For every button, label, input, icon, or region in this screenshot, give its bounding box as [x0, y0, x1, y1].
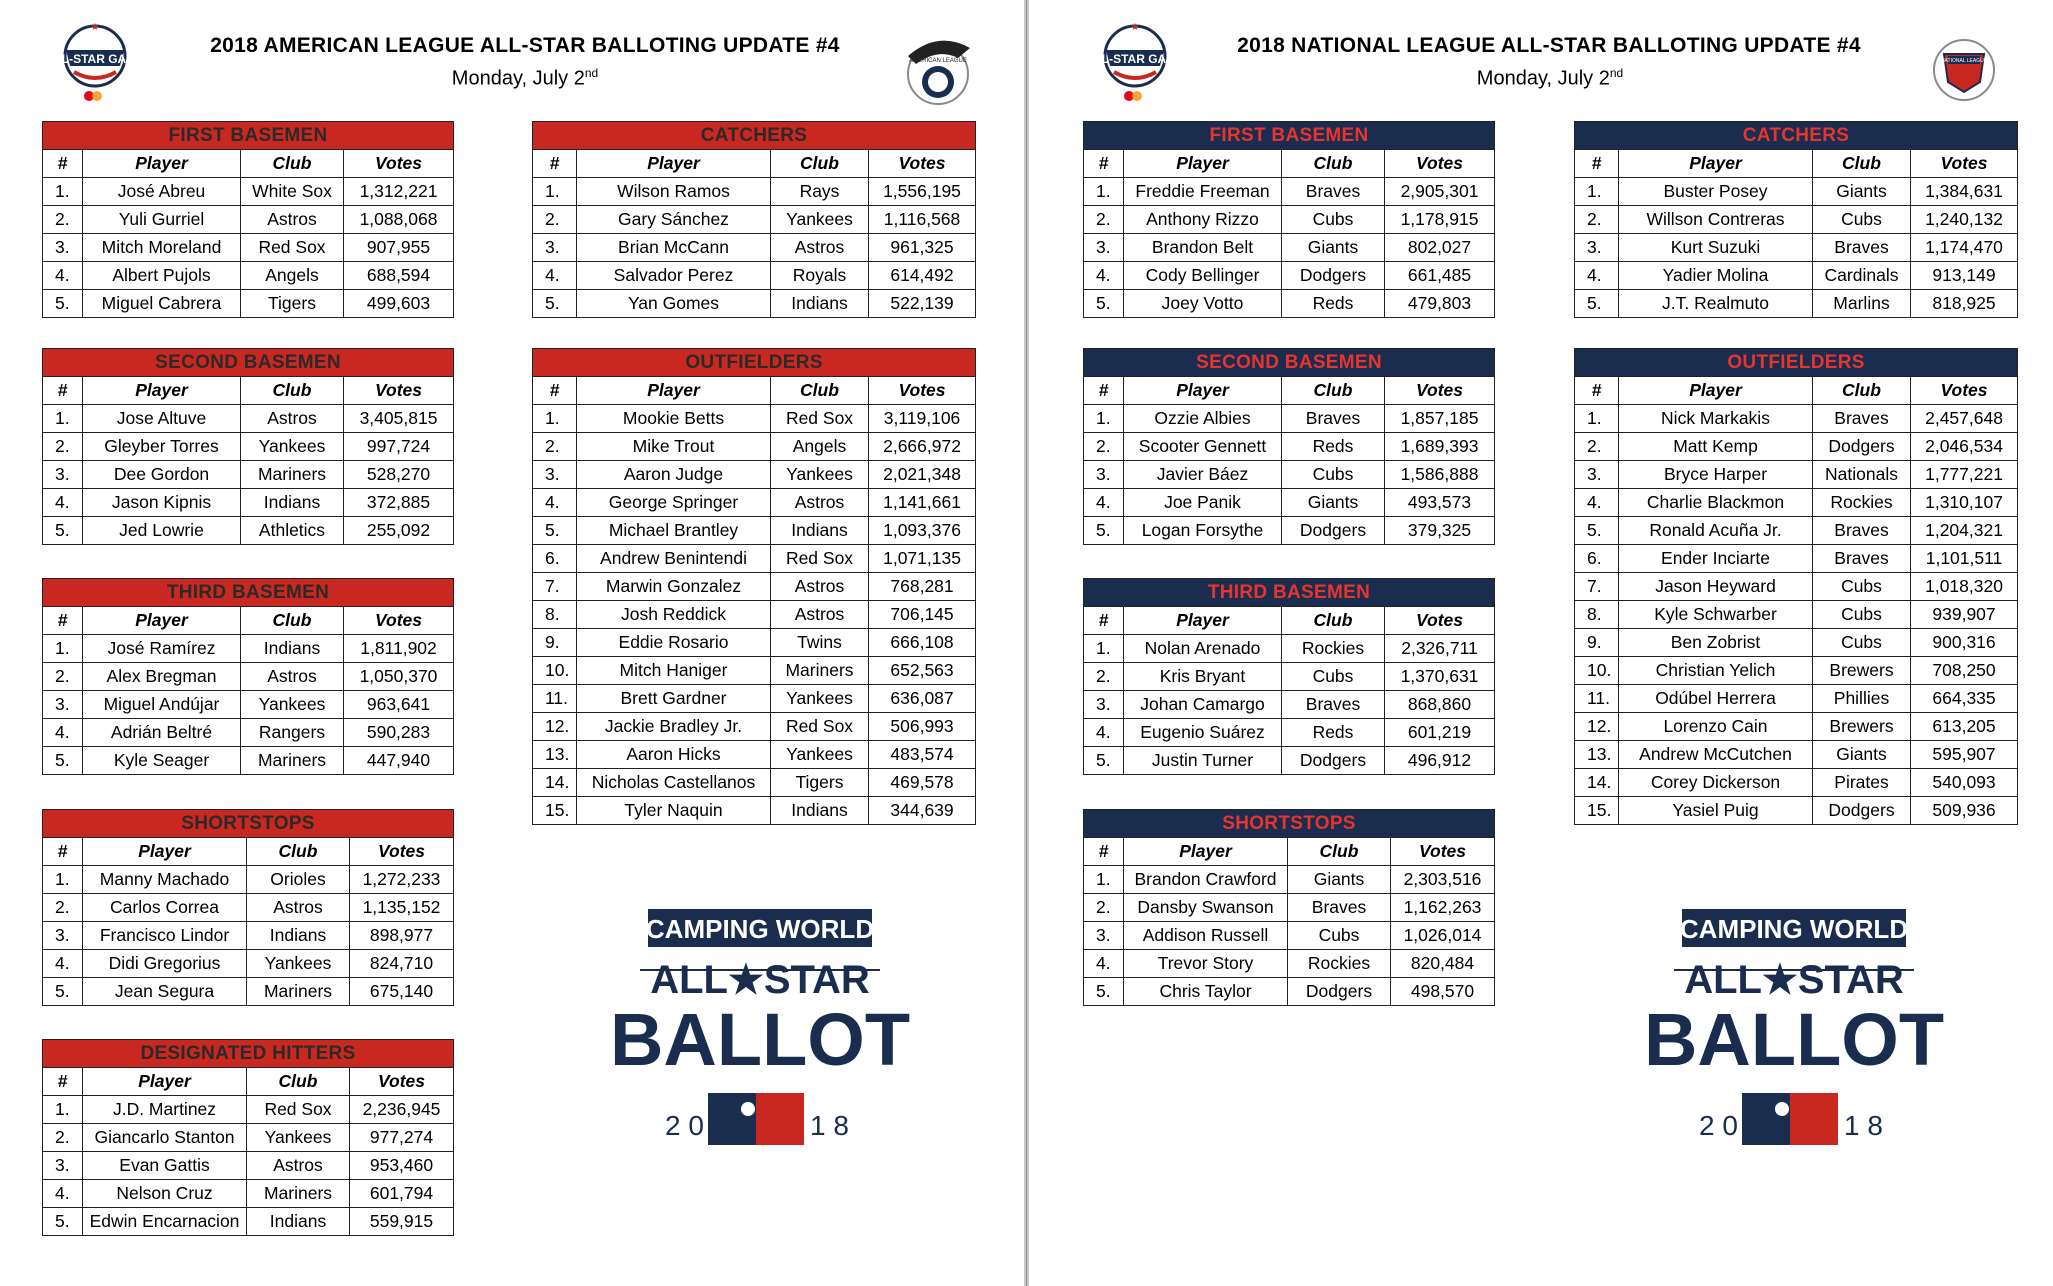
table-row: 8. Josh Reddick Astros 706,145	[533, 601, 976, 629]
svg-text:CAMPING WORLD: CAMPING WORLD	[645, 914, 875, 944]
table-row: 4. Cody Bellinger Dodgers 661,485	[1084, 262, 1495, 290]
table-row: 4. Salvador Perez Royals 614,492	[533, 262, 976, 290]
table-row: 5. Michael Brantley Indians 1,093,376	[533, 517, 976, 545]
table-row: 3. Johan Camargo Braves 868,860	[1084, 691, 1495, 719]
svg-text:★: ★	[1130, 22, 1140, 33]
svg-text:1 8: 1 8	[1844, 1110, 1883, 1141]
al-designated-hitters-table: DESIGNATED HITTERS # Player Club Votes 1. J.D. Martinez Red Sox 2,236,945 2. Giancarlo Stanton Yankees 977,274 3. Evan Gattis Astros 953,460 4. Nelson Cruz Mariners 601,794 5. Edwin Encarnacion Indians 559,915	[42, 1039, 454, 1236]
table-row: 5. Logan Forsythe Dodgers 379,325	[1084, 517, 1495, 545]
table-row: 4. Jason Kipnis Indians 372,885	[43, 489, 454, 517]
svg-text:1 8: 1 8	[810, 1110, 849, 1141]
al-date: Monday, July 2nd	[451, 66, 599, 90]
table-row: 2. Yuli Gurriel Astros 1,088,068	[43, 206, 454, 234]
table-row: 6. Andrew Benintendi Red Sox 1,071,135	[533, 545, 976, 573]
table-row: 7. Jason Heyward Cubs 1,018,320	[1575, 573, 2018, 601]
table-row: 4. Charlie Blackmon Rockies 1,310,107	[1575, 489, 2018, 517]
table-row: 2. Mike Trout Angels 2,666,972	[533, 433, 976, 461]
table-row: 15. Yasiel Puig Dodgers 509,936	[1575, 797, 2018, 825]
svg-text:NATIONAL LEAGUE: NATIONAL LEAGUE	[1940, 58, 1988, 64]
svg-text:AMERICAN LEAGUE: AMERICAN LEAGUE	[909, 58, 967, 64]
table-row: 1. José Abreu White Sox 1,312,221	[43, 178, 454, 206]
nl-shortstops-table: SHORTSTOPS # Player Club Votes 1. Brandon Crawford Giants 2,303,516 2. Dansby Swanson Braves 1,162,263 3. Addison Russell Cubs 1,026,014 4. Trevor Story Rockies 820,484 5. Chris Taylor Dodgers 498,570	[1083, 809, 1495, 1006]
table-row: 5. Chris Taylor Dodgers 498,570	[1084, 978, 1495, 1006]
table-row: 4. Yadier Molina Cardinals 913,149	[1575, 262, 2018, 290]
al-second-basemen-table: SECOND BASEMEN # Player Club Votes 1. Jose Altuve Astros 3,405,815 2. Gleyber Torres Yankees 997,724 3. Dee Gordon Mariners 528,270 4. Jason Kipnis Indians 372,885 5. Jed Lowrie Athletics 255,092	[42, 348, 454, 545]
nl-catchers-table: CATCHERS # Player Club Votes 1. Buster Posey Giants 1,384,631 2. Willson Contreras Cubs 1,240,132 3. Kurt Suzuki Braves 1,174,470 4. Yadier Molina Cardinals 913,149 5. J.T. Realmuto Marlins 818,925	[1574, 121, 2018, 318]
table-row: 2. Anthony Rizzo Cubs 1,178,915	[1084, 206, 1495, 234]
table-row: 1. Nolan Arenado Rockies 2,326,711	[1084, 635, 1495, 663]
all-star-game-logo	[44, 16, 146, 106]
table-row: 15. Tyler Naquin Indians 344,639	[533, 797, 976, 825]
al-first-basemen-table: FIRST BASEMEN # Player Club Votes 1. José Abreu White Sox 1,312,221 2. Yuli Gurriel Astros 1,088,068 3. Mitch Moreland Red Sox 907,955 4. Albert Pujols Angels 688,594 5. Miguel Cabrera Tigers 499,603	[42, 121, 454, 318]
table-row: 3. Addison Russell Cubs 1,026,014	[1084, 922, 1495, 950]
table-row: 3. Javier Báez Cubs 1,586,888	[1084, 461, 1495, 489]
table-row: 5. Edwin Encarnacion Indians 559,915	[43, 1208, 454, 1236]
al-third-basemen-table: THIRD BASEMEN # Player Club Votes 1. José Ramírez Indians 1,811,902 2. Alex Bregman Astros 1,050,370 3. Miguel Andújar Yankees 963,641 4. Adrián Beltré Rangers 590,283 5. Kyle Seager Mariners 447,940	[42, 578, 454, 775]
table-row: 5. Justin Turner Dodgers 496,912	[1084, 747, 1495, 775]
table-row: 3. Francisco Lindor Indians 898,977	[43, 922, 454, 950]
table-row: 1. Nick Markakis Braves 2,457,648	[1575, 405, 2018, 433]
camping-world-ballot-logo	[609, 905, 911, 1155]
nl-page	[1029, 0, 2053, 1286]
nl-title: 2018 NATIONAL LEAGUE ALL-STAR BALLOTING UPDATE #4	[1237, 34, 1861, 57]
al-title: 2018 AMERICAN LEAGUE ALL-STAR BALLOTING UPDATE #4	[210, 34, 840, 57]
table-row: 10. Christian Yelich Brewers 708,250	[1575, 657, 2018, 685]
table-row: 9. Ben Zobrist Cubs 900,316	[1575, 629, 2018, 657]
al-outfielders-table: OUTFIELDERS # Player Club Votes 1. Mookie Betts Red Sox 3,119,106 2. Mike Trout Angels 2,666,972 3. Aaron Judge Yankees 2,021,348 4. George Springer Astros 1,141,661 5. Michael Brantley Indians 1,093,376 6. Andrew Benintendi Red Sox 1,071,135 7. Marwin Gonzalez Astros 768,281 8. Josh Reddick Astros 706,145 9. Eddie Rosario Twins 666,108 10. Mitch Haniger Mariners 652,563 11. Brett Gardner Yankees 636,087 12. Jackie Bradley Jr. Red Sox 506,993 13. Aaron Hicks Yankees 483,574 14. Nicholas Castellanos Tigers 469,578 15. Tyler Naquin Indians 344,639	[532, 348, 976, 825]
svg-text:CAMPING WORLD: CAMPING WORLD	[1679, 914, 1909, 944]
table-row: 9. Eddie Rosario Twins 666,108	[533, 629, 976, 657]
table-row: 3. Dee Gordon Mariners 528,270	[43, 461, 454, 489]
asg-logo-text: ALL-STAR GAME	[45, 52, 145, 66]
table-row: 14. Nicholas Castellanos Tigers 469,578	[533, 769, 976, 797]
table-row: 5. Ronald Acuña Jr. Braves 1,204,321	[1575, 517, 2018, 545]
table-row: 1. Wilson Ramos Rays 1,556,195	[533, 178, 976, 206]
table-row: 4. George Springer Astros 1,141,661	[533, 489, 976, 517]
table-row: 10. Mitch Haniger Mariners 652,563	[533, 657, 976, 685]
table-row: 2. Dansby Swanson Braves 1,162,263	[1084, 894, 1495, 922]
table-row: 8. Kyle Schwarber Cubs 939,907	[1575, 601, 2018, 629]
table-row: 3. Evan Gattis Astros 953,460	[43, 1152, 454, 1180]
american-league-seal	[898, 26, 978, 110]
table-row: 4. Eugenio Suárez Reds 601,219	[1084, 719, 1495, 747]
table-row: 5. Jed Lowrie Athletics 255,092	[43, 517, 454, 545]
table-caption: CATCHERS	[533, 122, 976, 150]
nl-date: Monday, July 2nd	[1476, 66, 1624, 90]
table-row: 1. Freddie Freeman Braves 2,905,301	[1084, 178, 1495, 206]
table-row: 13. Andrew McCutchen Giants 595,907	[1575, 741, 2018, 769]
table-caption: THIRD BASEMEN	[1084, 579, 1495, 607]
svg-text:★: ★	[90, 22, 100, 33]
table-caption: SHORTSTOPS	[1084, 810, 1495, 838]
table-caption: FIRST BASEMEN	[43, 122, 454, 150]
svg-text:BALLOT: BALLOT	[1643, 998, 1945, 1081]
table-row: 5. Joey Votto Reds 479,803	[1084, 290, 1495, 318]
table-row: 1. J.D. Martinez Red Sox 2,236,945	[43, 1096, 454, 1124]
svg-text:2 0: 2 0	[665, 1110, 704, 1141]
table-row: 2. Carlos Correa Astros 1,135,152	[43, 894, 454, 922]
svg-text:2 0: 2 0	[1699, 1110, 1738, 1141]
table-caption: SHORTSTOPS	[43, 810, 454, 838]
svg-text:ALL-STAR GAME: ALL-STAR GAME	[1085, 52, 1185, 66]
table-row: 1. Jose Altuve Astros 3,405,815	[43, 405, 454, 433]
table-row: 3. Aaron Judge Yankees 2,021,348	[533, 461, 976, 489]
table-caption: DESIGNATED HITTERS	[43, 1040, 454, 1068]
table-row: 2. Kris Bryant Cubs 1,370,631	[1084, 663, 1495, 691]
table-row: 3. Mitch Moreland Red Sox 907,955	[43, 234, 454, 262]
all-star-game-logo	[1084, 16, 1186, 106]
table-row: 2. Alex Bregman Astros 1,050,370	[43, 663, 454, 691]
table-row: 12. Lorenzo Cain Brewers 613,205	[1575, 713, 2018, 741]
table-row: 2. Willson Contreras Cubs 1,240,132	[1575, 206, 2018, 234]
table-row: 2. Giancarlo Stanton Yankees 977,274	[43, 1124, 454, 1152]
table-row: 11. Brett Gardner Yankees 636,087	[533, 685, 976, 713]
table-row: 11. Odúbel Herrera Phillies 664,335	[1575, 685, 2018, 713]
nl-third-basemen-table: THIRD BASEMEN # Player Club Votes 1. Nolan Arenado Rockies 2,326,711 2. Kris Bryant Cubs 1,370,631 3. Johan Camargo Braves 868,860 4. Eugenio Suárez Reds 601,219 5. Justin Turner Dodgers 496,912	[1083, 578, 1495, 775]
table-row: 6. Ender Inciarte Braves 1,101,511	[1575, 545, 2018, 573]
table-row: 7. Marwin Gonzalez Astros 768,281	[533, 573, 976, 601]
table-row: 3. Brian McCann Astros 961,325	[533, 234, 976, 262]
table-row: 2. Matt Kemp Dodgers 2,046,534	[1575, 433, 2018, 461]
table-row: 3. Miguel Andújar Yankees 963,641	[43, 691, 454, 719]
table-row: 1. Brandon Crawford Giants 2,303,516	[1084, 866, 1495, 894]
table-row: 4. Albert Pujols Angels 688,594	[43, 262, 454, 290]
table-row: 5. Miguel Cabrera Tigers 499,603	[43, 290, 454, 318]
table-row: 1. Mookie Betts Red Sox 3,119,106	[533, 405, 976, 433]
table-row: 13. Aaron Hicks Yankees 483,574	[533, 741, 976, 769]
table-row: 1. Manny Machado Orioles 1,272,233	[43, 866, 454, 894]
table-row: 2. Gary Sánchez Yankees 1,116,568	[533, 206, 976, 234]
table-caption: FIRST BASEMEN	[1084, 122, 1495, 150]
table-caption: CATCHERS	[1575, 122, 2018, 150]
table-row: 1. José Ramírez Indians 1,811,902	[43, 635, 454, 663]
table-row: 4. Adrián Beltré Rangers 590,283	[43, 719, 454, 747]
table-row: 4. Didi Gregorius Yankees 824,710	[43, 950, 454, 978]
al-shortstops-table: SHORTSTOPS # Player Club Votes 1. Manny Machado Orioles 1,272,233 2. Carlos Correa Astros 1,135,152 3. Francisco Lindor Indians 898,977 4. Didi Gregorius Yankees 824,710 5. Jean Segura Mariners 675,140	[42, 809, 454, 1006]
table-row: 3. Brandon Belt Giants 802,027	[1084, 234, 1495, 262]
camping-world-ballot-logo	[1643, 905, 1945, 1155]
table-caption: OUTFIELDERS	[533, 349, 976, 377]
table-row: 5. Jean Segura Mariners 675,140	[43, 978, 454, 1006]
table-row: 2. Scooter Gennett Reds 1,689,393	[1084, 433, 1495, 461]
al-catchers-table: CATCHERS # Player Club Votes 1. Wilson Ramos Rays 1,556,195 2. Gary Sánchez Yankees 1,116,568 3. Brian McCann Astros 961,325 4. Salvador Perez Royals 614,492 5. Yan Gomes Indians 522,139	[532, 121, 976, 318]
table-row: 1. Ozzie Albies Braves 1,857,185	[1084, 405, 1495, 433]
nl-first-basemen-table: FIRST BASEMEN # Player Club Votes 1. Freddie Freeman Braves 2,905,301 2. Anthony Rizzo Cubs 1,178,915 3. Brandon Belt Giants 802,027 4. Cody Bellinger Dodgers 661,485 5. Joey Votto Reds 479,803	[1083, 121, 1495, 318]
table-row: 1. Buster Posey Giants 1,384,631	[1575, 178, 2018, 206]
table-row: 14. Corey Dickerson Pirates 540,093	[1575, 769, 2018, 797]
national-league-seal	[1924, 26, 2004, 110]
table-row: 3. Bryce Harper Nationals 1,777,221	[1575, 461, 2018, 489]
table-row: 3. Kurt Suzuki Braves 1,174,470	[1575, 234, 2018, 262]
table-caption: SECOND BASEMEN	[1084, 349, 1495, 377]
svg-text:ALL★STAR: ALL★STAR	[650, 958, 870, 1002]
table-row: 5. Kyle Seager Mariners 447,940	[43, 747, 454, 775]
table-row: 2. Gleyber Torres Yankees 997,724	[43, 433, 454, 461]
svg-text:BALLOT: BALLOT	[609, 998, 911, 1081]
al-page	[0, 0, 1024, 1286]
svg-text:ALL★STAR: ALL★STAR	[1684, 958, 1904, 1002]
table-row: 4. Trevor Story Rockies 820,484	[1084, 950, 1495, 978]
table-row: 4. Joe Panik Giants 493,573	[1084, 489, 1495, 517]
table-row: 4. Nelson Cruz Mariners 601,794	[43, 1180, 454, 1208]
nl-second-basemen-table: SECOND BASEMEN # Player Club Votes 1. Ozzie Albies Braves 1,857,185 2. Scooter Gennett Reds 1,689,393 3. Javier Báez Cubs 1,586,888 4. Joe Panik Giants 493,573 5. Logan Forsythe Dodgers 379,325	[1083, 348, 1495, 545]
table-row: 12. Jackie Bradley Jr. Red Sox 506,993	[533, 713, 976, 741]
nl-outfielders-table: OUTFIELDERS # Player Club Votes 1. Nick Markakis Braves 2,457,648 2. Matt Kemp Dodgers 2,046,534 3. Bryce Harper Nationals 1,777,221 4. Charlie Blackmon Rockies 1,310,107 5. Ronald Acuña Jr. Braves 1,204,321 6. Ender Inciarte Braves 1,101,511 7. Jason Heyward Cubs 1,018,320 8. Kyle Schwarber Cubs 939,907 9. Ben Zobrist Cubs 900,316 10. Christian Yelich Brewers 708,250 11. Odúbel Herrera Phillies 664,335 12. Lorenzo Cain Brewers 613,205 13. Andrew McCutchen Giants 595,907 14. Corey Dickerson Pirates 540,093 15. Yasiel Puig Dodgers 509,936	[1574, 348, 2018, 825]
table-row: 5. Yan Gomes Indians 522,139	[533, 290, 976, 318]
table-caption: OUTFIELDERS	[1575, 349, 2018, 377]
table-caption: THIRD BASEMEN	[43, 579, 454, 607]
table-row: 5. J.T. Realmuto Marlins 818,925	[1575, 290, 2018, 318]
table-caption: SECOND BASEMEN	[43, 349, 454, 377]
